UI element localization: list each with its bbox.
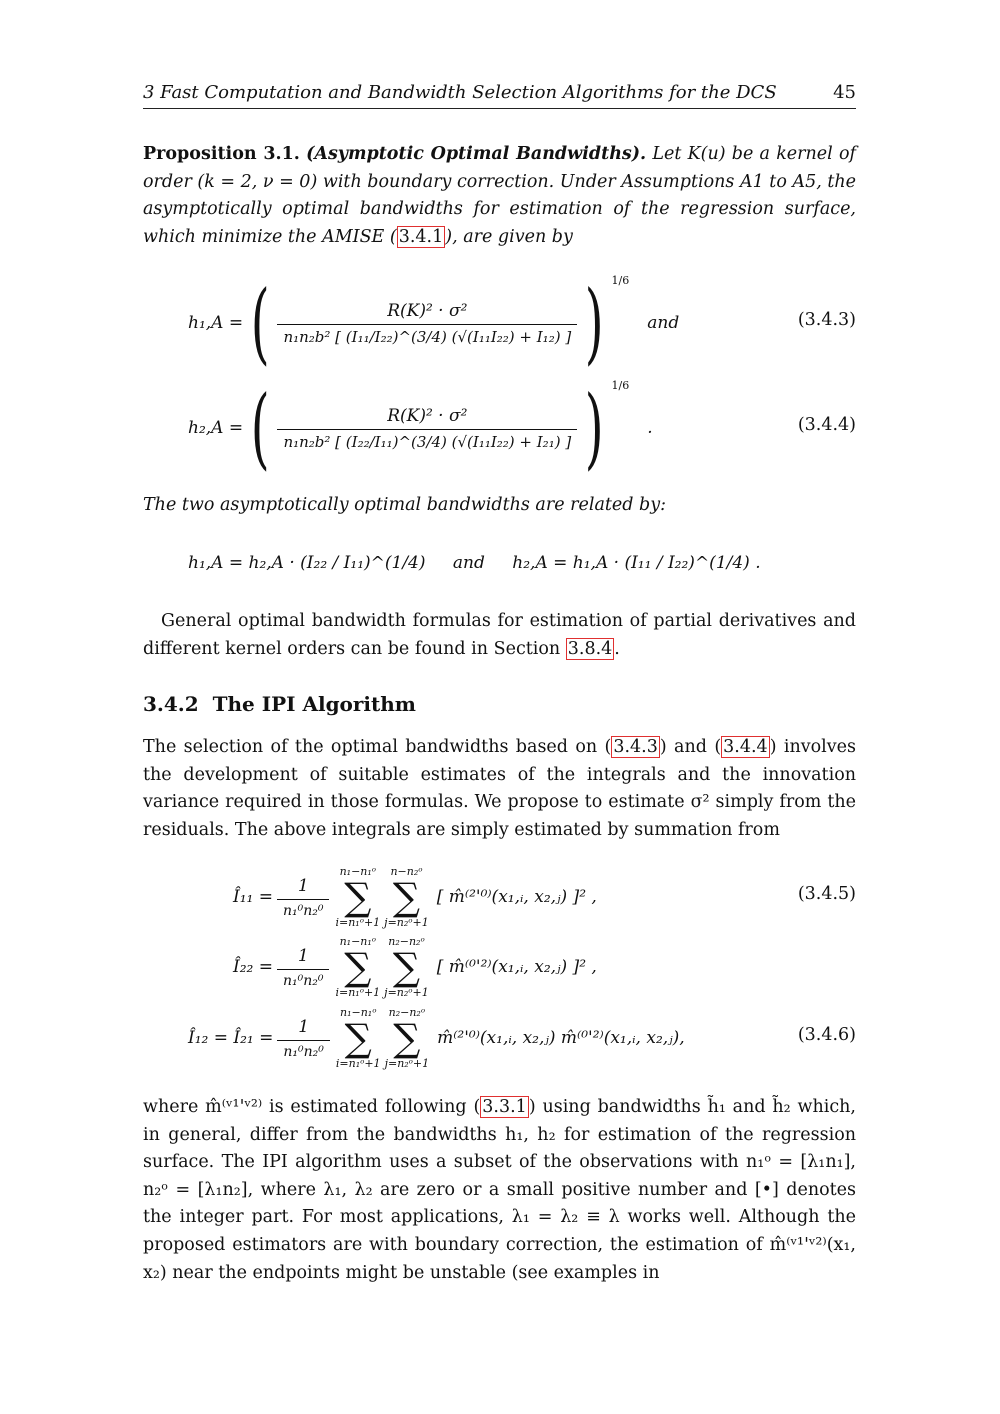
fraction	[277, 301, 577, 346]
eq-lhs: Î₁₂ = Î₂₁ =	[188, 1028, 274, 1048]
equation-i22	[143, 934, 856, 1000]
proposition-block	[143, 141, 856, 251]
proposition-text-end: ), are given by	[445, 226, 573, 247]
eq-trail: .	[647, 418, 653, 438]
eq-link-3-3-1[interactable]: 3.3.1	[482, 1097, 527, 1117]
denominator: n₁n₂b² [ (I₁₁/I₂₂)^(3/4) (√(I₁₁I₂₂) + I₁₂) ]	[277, 324, 577, 346]
sum-j: n−n₂ᵒ ∑ j=n₂ᵒ+1	[384, 865, 429, 929]
eq-lhs: Î₁₁ =	[233, 887, 273, 907]
norm-fraction: $\frac{1}{\text{n₁⁰n₂⁰}}$	[277, 1017, 329, 1060]
relation-and: and	[452, 553, 485, 573]
numerator: R(K)² · σ²	[387, 405, 468, 426]
equation-number: (3.4.6)	[797, 1025, 856, 1045]
relation-equation	[188, 553, 761, 573]
eq-trail: and	[647, 313, 680, 333]
ipi-text-3: ) involves the development of suitable estimates of the integrals and the innovation variance required in those formulas. We propose to estimate σ² simply from the residuals. The above integrals are simply estimated by summation from	[143, 737, 856, 840]
norm-fraction: $\frac{1}{\text{n₁⁰n₂⁰}}$	[277, 876, 329, 919]
ipi-text-2: ) and (	[659, 737, 722, 757]
right-paren: )	[584, 271, 604, 374]
eq-link-3-4-4[interactable]: 3.4.4	[723, 737, 768, 757]
equation-3-4-4	[143, 373, 856, 483]
left-paren: (	[250, 376, 270, 479]
exponent: 1/6	[611, 274, 630, 287]
running-title: 3 Fast Computation and Bandwidth Selection Algorithms for the DCS	[143, 82, 777, 103]
ipi-text-1: The selection of the optimal bandwidths based on (	[143, 737, 612, 757]
ipi-paragraph	[143, 734, 856, 844]
equation-number: (3.4.4)	[797, 415, 856, 435]
fraction	[277, 406, 577, 451]
eq-body: [ m̂⁽⁰'²⁾(x₁,ᵢ, x₂,ⱼ) ]² ,	[436, 957, 597, 977]
sum-i: n₁−n₁ᵒ ∑ i=n₁ᵒ+1	[335, 1006, 381, 1070]
eq-link-3-4-3[interactable]: 3.4.3	[613, 737, 658, 757]
general-paragraph	[143, 608, 856, 663]
eq-lhs: h₂,A =	[188, 418, 244, 438]
eq-body: m̂⁽²'⁰⁾(x₁,ᵢ, x₂,ⱼ) m̂⁽⁰'²⁾(x₁,ᵢ, x₂,ⱼ),	[437, 1028, 685, 1048]
exponent: 1/6	[611, 379, 630, 392]
relation-intro: The two asymptotically optimal bandwidths are related by:	[143, 495, 667, 515]
page-number: 45	[833, 82, 856, 103]
running-header	[143, 82, 856, 109]
equation-number: (3.4.3)	[797, 310, 856, 330]
final-text-1: where m̂⁽ᵛ¹'ᵛ²⁾ is estimated following (	[143, 1097, 481, 1117]
relation-right: h₂,A = h₁,A · (I₁₁ / I₂₂)^(1/4) .	[512, 553, 761, 573]
proposition-name: (Asymptotic Optimal Bandwidths).	[306, 144, 647, 164]
relation-left: h₁,A = h₂,A · (I₂₂ / I₁₁)^(1/4)	[188, 553, 426, 573]
section-link-3-8-4[interactable]: 3.8.4	[567, 638, 613, 659]
left-paren: (	[250, 271, 270, 374]
right-paren: )	[584, 376, 604, 479]
final-paragraph	[143, 1094, 856, 1287]
numerator: R(K)² · σ²	[387, 300, 468, 321]
sum-i: n₁−n₁ᵒ ∑ i=n₁ᵒ+1	[335, 935, 381, 999]
section-number: 3.4.2	[143, 692, 199, 716]
general-text: General optimal bandwidth formulas for estimation of partial derivatives and different kernel orders can be found in Section	[143, 611, 856, 659]
sum-i: n₁−n₁ᵒ ∑ i=n₁ᵒ+1	[335, 865, 381, 929]
eq-lhs: h₁,A =	[188, 313, 244, 333]
sum-j: n₂−n₂ᵒ ∑ j=n₂ᵒ+1	[384, 1006, 430, 1070]
eq-body: [ m̂⁽²'⁰⁾(x₁,ᵢ, x₂,ⱼ) ]² ,	[436, 887, 597, 907]
eq-lhs: Î₂₂ =	[233, 957, 273, 977]
proposition-text: Let K(u) be a kernel of order (k = 2, ν = 0) with boundary correction. Under Assumptions A1 to A5, the asymptotically optimal bandwidths for estimation of the regression surface, which minimize the AMISE (	[143, 144, 856, 247]
proposition-label: Proposition 3.1.	[143, 144, 300, 164]
equation-number: (3.4.5)	[797, 884, 856, 904]
equation-3-4-5	[143, 864, 856, 930]
denominator: n₁n₂b² [ (I₂₂/I₁₁)^(3/4) (√(I₁₁I₂₂) + I₂₁) ]	[277, 429, 577, 451]
eq-link-3-4-1[interactable]: 3.4.1	[398, 226, 444, 247]
section-title: The IPI Algorithm	[212, 692, 416, 716]
norm-fraction: $\frac{1}{\text{n₁⁰n₂⁰}}$	[277, 946, 329, 989]
final-text-2: ) using bandwidths h̃₁ and h̃₂ which, in general, differ from the bandwidths h₁, h₂ for estimation of the regression surface. The IPI algorithm uses a subset of the observations with n₁ᵒ = [λ₁n₁], n₂ᵒ = [λ₁n₂], where λ₁, λ₂ are zero or a small positive number and [•] denotes the integer part. For most applications, λ₁ = λ₂ ≡ λ works well. Although the proposed estimators are with boundary correction, the estimation of m̂⁽ᵛ¹'ᵛ²⁾(x₁, x₂) near the endpoints might be unstable (see examples in	[143, 1097, 856, 1283]
general-end: .	[614, 638, 620, 659]
equation-3-4-3	[143, 268, 856, 378]
equation-3-4-6	[143, 1005, 856, 1071]
sum-j: n₂−n₂ᵒ ∑ j=n₂ᵒ+1	[384, 935, 429, 999]
section-heading	[143, 692, 416, 716]
